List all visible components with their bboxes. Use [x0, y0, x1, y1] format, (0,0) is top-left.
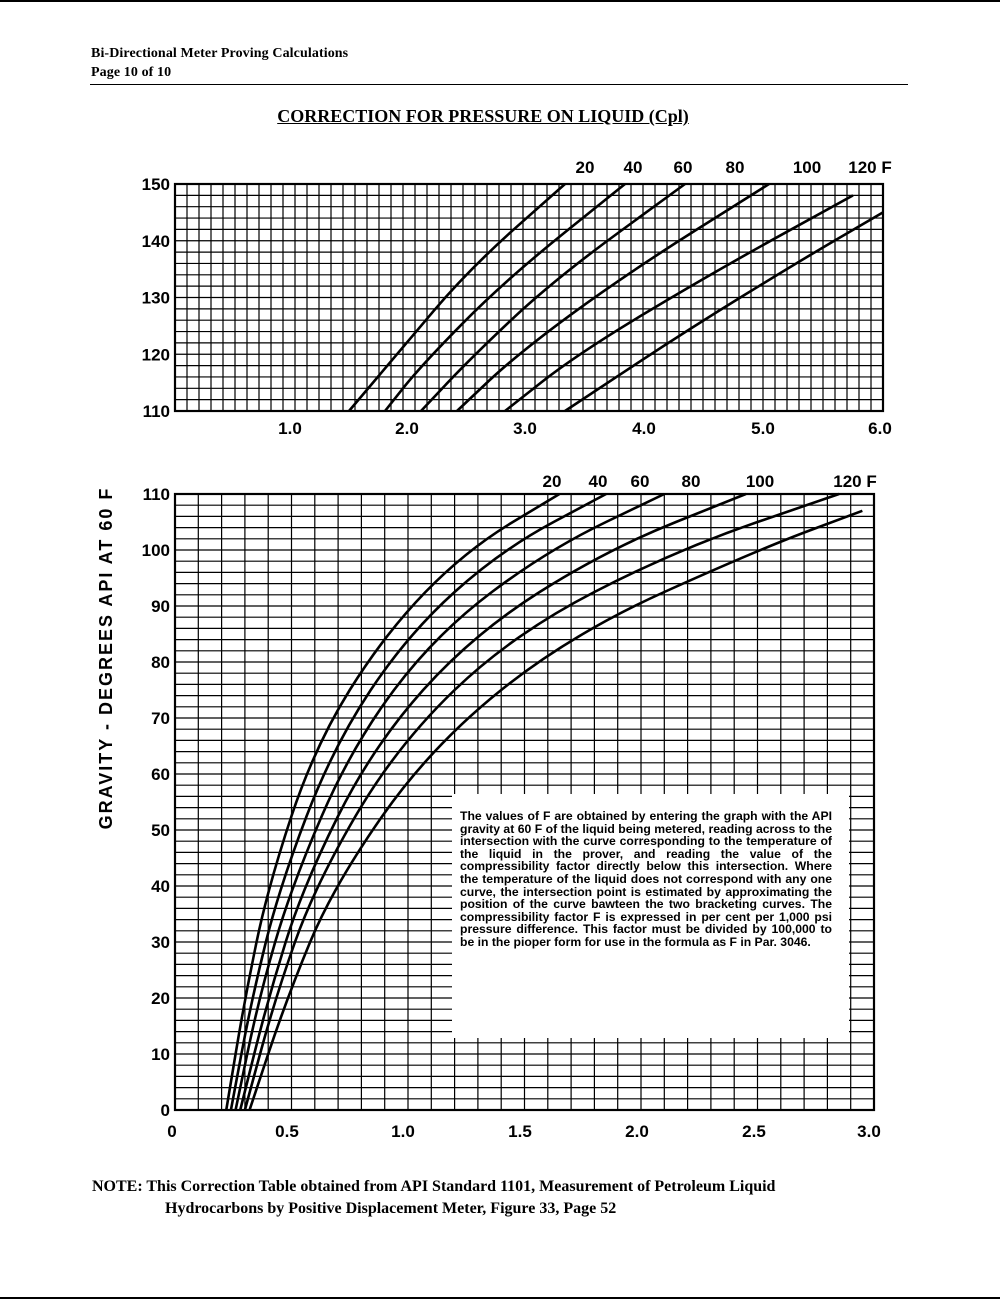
- x-tick-label: 2.0: [625, 1122, 649, 1141]
- series-label: 120 F: [848, 158, 892, 177]
- y-tick-label: 20: [151, 989, 170, 1008]
- x-tick-label: 5.0: [751, 419, 775, 438]
- x-tick-label: 0.5: [275, 1122, 299, 1141]
- y-tick-label: 90: [151, 597, 170, 616]
- series-label: 40: [588, 472, 608, 491]
- y-tick-label: 50: [151, 821, 170, 840]
- y-tick-label: 30: [151, 933, 170, 952]
- y-tick-label: 110: [142, 402, 170, 421]
- y-tick-label: 150: [141, 175, 170, 194]
- info-text: The values of F are obtained by entering the graph with the API gravity at 60 F of the liquid being metered, reading across to the intersection with the curve corresponding to the temperature of the liquid in the prover, and reading the value of the compressibility factor directly below this intersection. Where the temperature of the liquid does not correspond with any one curve, the intersection point is estimated by approximating the position of the curve bawteen the two bracketing curves. The compressibility factor F is expressed in per cent per 1,000 psi pressure difference. This factor must be divided by 100,000 to be in the pioper form for use in the formula as F in Par. 3046.: [460, 809, 832, 949]
- series-label: 40: [623, 158, 643, 177]
- x-tick-label: 1.0: [278, 419, 302, 438]
- bottom-rule: [0, 1297, 1000, 1299]
- x-tick-label: 2.0: [395, 419, 419, 438]
- x-tick-label: 1.0: [391, 1122, 415, 1141]
- series-label: 20: [575, 158, 595, 177]
- x-tick-label: 3.0: [857, 1122, 881, 1141]
- series-label: 100: [792, 158, 822, 177]
- note: [92, 1176, 912, 1220]
- y-tick-label: 40: [151, 877, 170, 896]
- series-label: 60: [673, 158, 693, 177]
- page-title: CORRECTION FOR PRESSURE ON LIQUID (Cpl): [277, 106, 689, 126]
- x-tick-label: 4.0: [632, 419, 656, 438]
- series-label: 80: [725, 158, 745, 177]
- y-tick-label: 10: [151, 1045, 170, 1064]
- y-tick-label: 100: [141, 541, 170, 560]
- header-title: Bi-Directional Meter Proving Calculations: [91, 46, 349, 61]
- y-tick-label: 130: [141, 288, 170, 308]
- y-tick-label: 70: [151, 709, 170, 728]
- y-tick-label: 60: [151, 765, 170, 784]
- header-page: Page 10 of 10: [91, 65, 172, 80]
- y-tick-label: 120: [141, 345, 170, 365]
- x-tick-label: 2.5: [742, 1122, 766, 1141]
- x-tick-label: 3.0: [513, 419, 537, 438]
- series-label: 80: [681, 472, 701, 491]
- y-axis-label: GRAVITY - DEGREES API AT 60 F: [96, 486, 116, 830]
- series-label: 60: [630, 472, 650, 491]
- series-label: 100: [745, 472, 775, 491]
- y-tick-label: 140: [141, 231, 170, 251]
- x-tick-label: 6.0: [868, 419, 892, 438]
- note-line2: Hydrocarbons by Positive Displacement Meter, Figure 33, Page 52: [165, 1200, 617, 1217]
- x-tick-label: 0: [167, 1122, 177, 1141]
- y-tick-label: 110: [142, 485, 170, 504]
- y-tick-label: 0: [160, 1101, 170, 1120]
- series-label: 20: [542, 472, 562, 491]
- y-tick-label: 80: [151, 653, 170, 672]
- note-line1: NOTE: This Correction Table obtained from API Standard 1101, Measurement of Petroleum Liquid: [92, 1178, 776, 1195]
- series-label: 120 F: [833, 472, 877, 491]
- x-tick-label: 1.5: [508, 1122, 532, 1141]
